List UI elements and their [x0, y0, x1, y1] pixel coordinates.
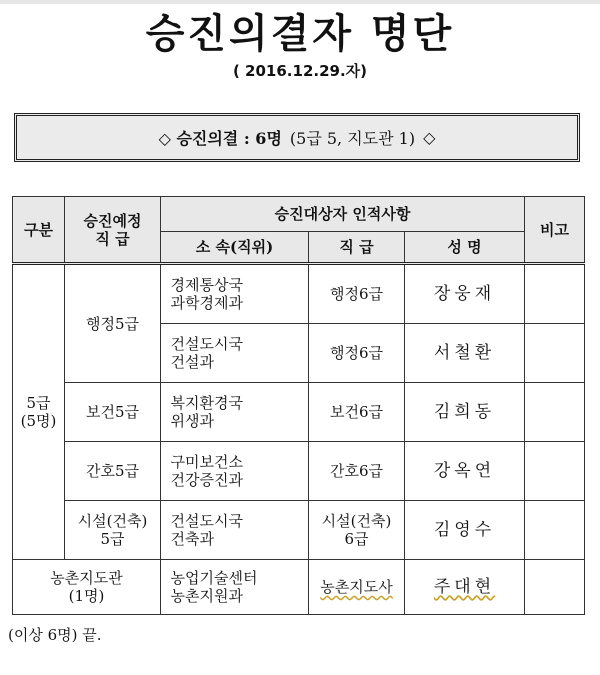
table-row	[13, 264, 585, 324]
header-current-grade: 직 급	[309, 232, 405, 264]
current-grade-cell: 보건6급	[309, 383, 405, 442]
name-text: 주대현	[433, 577, 496, 597]
department-cell	[161, 264, 309, 324]
department-line1: 구미보건소	[170, 453, 243, 471]
planned-grade-line2: 5급	[100, 530, 125, 548]
department-line2: 농촌지원과	[170, 587, 243, 605]
planned-grade-line1: 시설(건축)	[77, 512, 148, 530]
name-cell: 김영수	[405, 501, 525, 560]
name-cell: 강옥연	[405, 442, 525, 501]
document-date: ( 2016.12.29.자)	[232, 62, 367, 80]
table-row	[13, 442, 585, 501]
group-grade5-line1: 5급	[26, 394, 51, 412]
header-department: 소 속(직위)	[161, 232, 309, 264]
planned-grade-cell: 보건5급	[65, 383, 161, 442]
summary-box	[14, 113, 580, 162]
department-line2: 건축과	[170, 530, 214, 548]
group-rural-line2: (1명)	[68, 587, 105, 605]
planned-grade-cell: 행정5급	[65, 264, 161, 383]
current-grade-text: 농촌지도사	[320, 578, 393, 596]
department-cell	[161, 442, 309, 501]
header-planned-grade	[65, 197, 161, 264]
page-title: 승진의결자 명단	[145, 10, 455, 57]
remarks-cell	[525, 560, 585, 615]
department-cell	[161, 324, 309, 383]
department-line1: 건설도시국	[170, 512, 243, 530]
header-name: 성 명	[405, 232, 525, 264]
department-cell	[161, 501, 309, 560]
group-rural-guidance	[13, 560, 161, 615]
department-cell	[161, 560, 309, 615]
name-cell	[405, 560, 525, 615]
summary-label: ◇ 승진의결 : 6명	[158, 129, 282, 148]
remarks-cell	[525, 264, 585, 324]
table-row	[13, 383, 585, 442]
department-cell	[161, 383, 309, 442]
name-cell: 장웅재	[405, 264, 525, 324]
header-remarks: 비고	[525, 197, 585, 264]
header-candidate-info: 승진대상자 인적사항	[161, 197, 525, 232]
remarks-cell	[525, 501, 585, 560]
footer-note: (이상 6명) 끝.	[8, 626, 102, 644]
name-cell: 서철환	[405, 324, 525, 383]
current-grade-cell: 행정6급	[309, 324, 405, 383]
current-grade-line2: 6급	[344, 530, 369, 548]
remarks-cell	[525, 324, 585, 383]
header-planned-grade-line1: 승진예정	[83, 211, 142, 230]
header-planned-grade-line2: 직 급	[95, 229, 130, 248]
current-grade-cell	[309, 501, 405, 560]
department-line2: 과학경제과	[170, 294, 243, 312]
table-row	[13, 501, 585, 560]
current-grade-cell: 간호6급	[309, 442, 405, 501]
current-grade-cell: 행정6급	[309, 264, 405, 324]
current-grade-line1: 시설(건축)	[321, 512, 392, 530]
group-grade5	[13, 264, 65, 560]
department-line1: 농업기술센터	[170, 569, 258, 587]
current-grade-cell	[309, 560, 405, 615]
department-line1: 복지환경국	[170, 394, 243, 412]
department-line2: 건설과	[170, 353, 214, 371]
summary-end-mark: ◇	[423, 128, 436, 147]
group-rural-line1: 농촌지도관	[50, 569, 123, 587]
planned-grade-cell: 간호5급	[65, 442, 161, 501]
department-line2: 위생과	[170, 412, 214, 430]
remarks-cell	[525, 383, 585, 442]
table-row	[13, 560, 585, 615]
department-line1: 건설도시국	[170, 335, 243, 353]
summary-detail: (5급 5, 지도관 1)	[289, 129, 416, 148]
header-category: 구분	[13, 197, 65, 264]
name-cell: 김희동	[405, 383, 525, 442]
group-grade5-line2: (5명)	[20, 412, 57, 430]
planned-grade-cell	[65, 501, 161, 560]
window-top-border	[0, 0, 600, 4]
department-line2: 건강증진과	[170, 471, 243, 489]
remarks-cell	[525, 442, 585, 501]
department-line1: 경제통상국	[170, 276, 243, 294]
promotion-table	[12, 196, 585, 615]
